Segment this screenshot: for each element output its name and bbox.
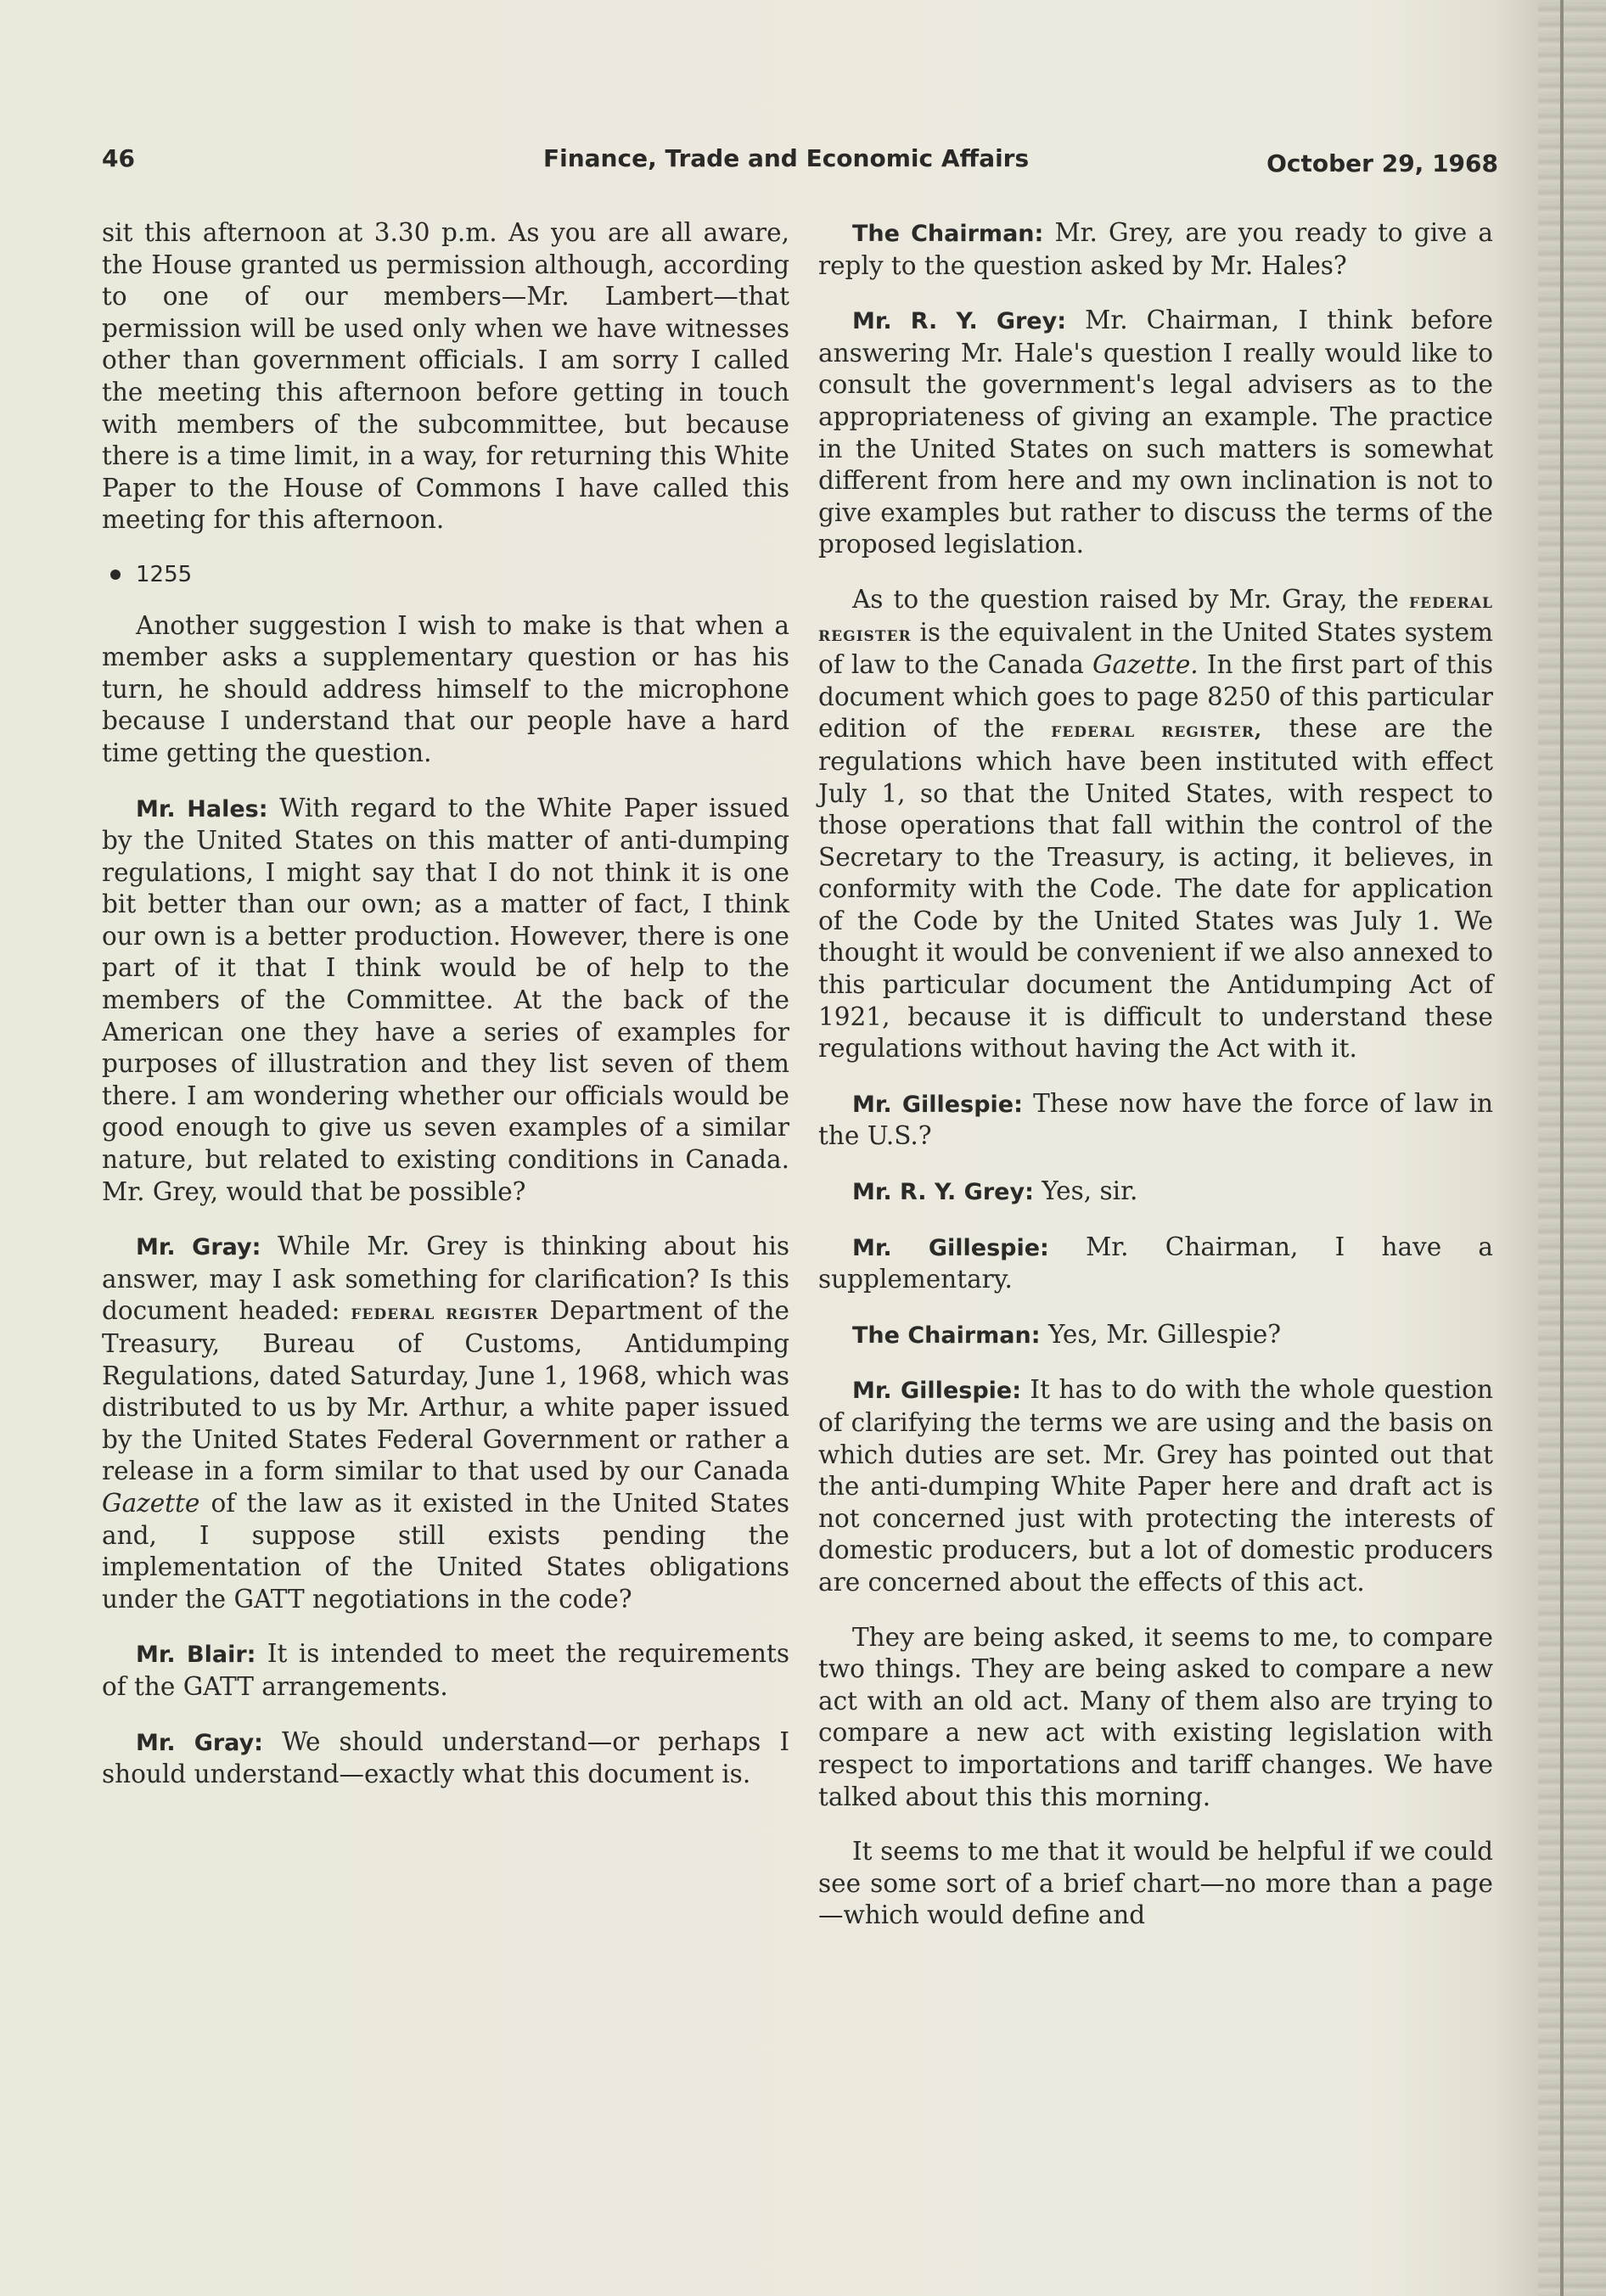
italic-term: Gazette. — [1092, 650, 1199, 680]
book-spine — [1538, 0, 1606, 2296]
speaker-name: Mr. Hales: — [136, 795, 268, 822]
speech-text: Yes, sir. — [1042, 1176, 1138, 1206]
speech-text: It has to do with the whole question of clarifying the terms we are using and the basis on which duties are set. Mr. Grey has pointed out that the anti-dumping White Paper here and draft act is not concerned just with protecting the interests of domestic producers, but a lot of domestic producers are concerned about the effects of this act. — [818, 1375, 1493, 1597]
paragraph: Another suggestion I wish to make is that when a member asks a supplementary question or has his turn, he should address himself to the microphone because I understand that our people have a hard time getting the question. — [102, 610, 789, 767]
header-date: October 29, 1968 — [1266, 149, 1498, 177]
running-header — [102, 144, 1498, 187]
speech-text: Department of the Treasury, Bureau of Customs, Antidumping Regulations, dated Saturday, June 1, 1968, which was distributed to us by Mr. Arthur, a white paper issued by the United States Federal Government or rather a release in a form similar to that used by our Canada — [102, 1296, 789, 1486]
paragraph: sit this afternoon at 3.30 p.m. As you are all aware, the House granted us permission although, according to one of our members—Mr. Lambert—that permission will be used only when we have witnesses other than government officials. I am sorry I called the meeting this afternoon before getting in touch with members of the subcommittee, but because there is a time limit, in a way, for returning this White Paper to the House of Commons I have called this meeting for this afternoon. — [102, 218, 789, 535]
speech-gillespie — [818, 1088, 1493, 1153]
speech-text: While Mr. Grey is thinking about his answer, may I ask something for clarification? Is this document headed: — [102, 1232, 789, 1326]
speaker-name: Mr. R. Y. Grey: — [852, 1179, 1034, 1206]
speech-gillespie — [818, 1232, 1493, 1296]
speech-gray — [102, 1726, 789, 1791]
bullet-icon — [110, 570, 121, 580]
speech-gray — [102, 1231, 789, 1615]
speech-text: Mr. Grey, are you ready to give a reply to the question asked by Mr. Hales? — [818, 218, 1493, 280]
speech-grey — [818, 1176, 1493, 1209]
speaker-name: Mr. Blair: — [136, 1642, 256, 1669]
speaker-name: Mr. R. Y. Grey: — [852, 308, 1067, 335]
page-number: 46 — [102, 144, 135, 172]
time-marker — [102, 559, 789, 592]
speech-text: Yes, Mr. Gillespie? — [1047, 1319, 1282, 1349]
time-marker-text: 1255 — [136, 561, 193, 587]
speech-grey — [818, 305, 1493, 561]
speaker-name: The Chairman: — [852, 221, 1044, 247]
paragraph-text: is the equivalent in the United States system of law to the Canada — [818, 617, 1493, 680]
paragraph-text: As to the question raised by Mr. Gray, the — [852, 584, 1399, 614]
speech-gillespie — [818, 1374, 1493, 1598]
speech-text: Mr. Chairman, I have a supplementary. — [818, 1232, 1493, 1294]
page-edge — [1560, 0, 1564, 2296]
speaker-name: Mr. Gillespie: — [852, 1378, 1022, 1405]
speech-blair — [102, 1638, 789, 1703]
speaker-name: Mr. Gillespie: — [852, 1234, 1049, 1261]
paragraph-text: In the first part of this document which goes to page 8250 of this particular edition of the — [818, 650, 1493, 744]
speech-hales — [102, 793, 789, 1209]
paragraph: They are being asked, it seems to me, to compare two things. They are being asked to compare a new act with an old act. Many of them also are trying to compare a new act with existing legislation with respect to importations and tariff changes. We have talked about this this morning. — [818, 1622, 1493, 1811]
paragraph-text: these are the regulations which have been instituted with effect July 1, so that the United States, with respect to those operations that fall within the control of the Secretary to the Treasury, is acting, it believes, in conformity with the Code. The date for application of the Code by the United States was July 1. We thought it would be convenient if we also annexed to this particular document the Antidumping Act of 1921, because it is difficult to understand these regulations without having the Act with it. — [818, 714, 1493, 1064]
speech-chairman — [818, 217, 1493, 282]
speech-text: We should understand—or perhaps I should understand—exactly what this document is. — [102, 1726, 789, 1789]
speech-text: It is intended to meet the requirements of the GATT arrangements. — [102, 1639, 789, 1701]
paragraph: It seems to me that it would be helpful if we could see some sort of a brief chart—no more than a page—which would define and — [818, 1837, 1493, 1930]
paragraph — [818, 584, 1493, 1065]
speech-text: With regard to the White Paper issued by the United States on this matter of anti-dumping regulations, I might say that I do not think it is one bit better than our own; as a matter of fact, I think our own is a better production. However, there is one part of it that I think would be of help to the members of the Committee. At the back of the American one they have a series of examples for purposes of illustration and they list seven of them there. I am wondering whether our officials would be good enough to give us seven examples of a similar nature, but related to existing conditions in Canada. Mr. Grey, would that be possible? — [102, 793, 789, 1206]
publication-title: Finance, Trade and Economic Affairs — [543, 144, 1030, 172]
speech-text: Mr. Chairman, I think before answering Mr. Hale's question I really would like to consult the government's legal advisers as to the appropriateness of giving an example. The practice in the United States on such matters is somewhat different from here and my own inclination is not to give examples but rather to discuss the terms of the proposed legislation. — [818, 306, 1493, 559]
speaker-name: The Chairman: — [852, 1322, 1041, 1349]
speaker-name: Mr. Gray: — [136, 1234, 261, 1261]
speech-text: of the law as it existed in the United States and, I suppose still exists pending the implementation of the United States obligations under the GATT negotiations in the code? — [102, 1488, 789, 1614]
speech-text: These now have the force of law in the U.S.? — [818, 1088, 1493, 1151]
speaker-name: Mr. Gillespie: — [852, 1091, 1023, 1118]
small-caps-term: federal register, — [1051, 717, 1263, 743]
speech-chairman — [818, 1319, 1493, 1352]
small-caps-term: federal register — [818, 587, 1493, 646]
left-column — [102, 217, 789, 1814]
speaker-name: Mr. Gray: — [136, 1729, 263, 1756]
italic-term: Gazette — [102, 1488, 200, 1518]
small-caps-term: federal register — [351, 1300, 539, 1325]
right-column — [818, 217, 1493, 1955]
